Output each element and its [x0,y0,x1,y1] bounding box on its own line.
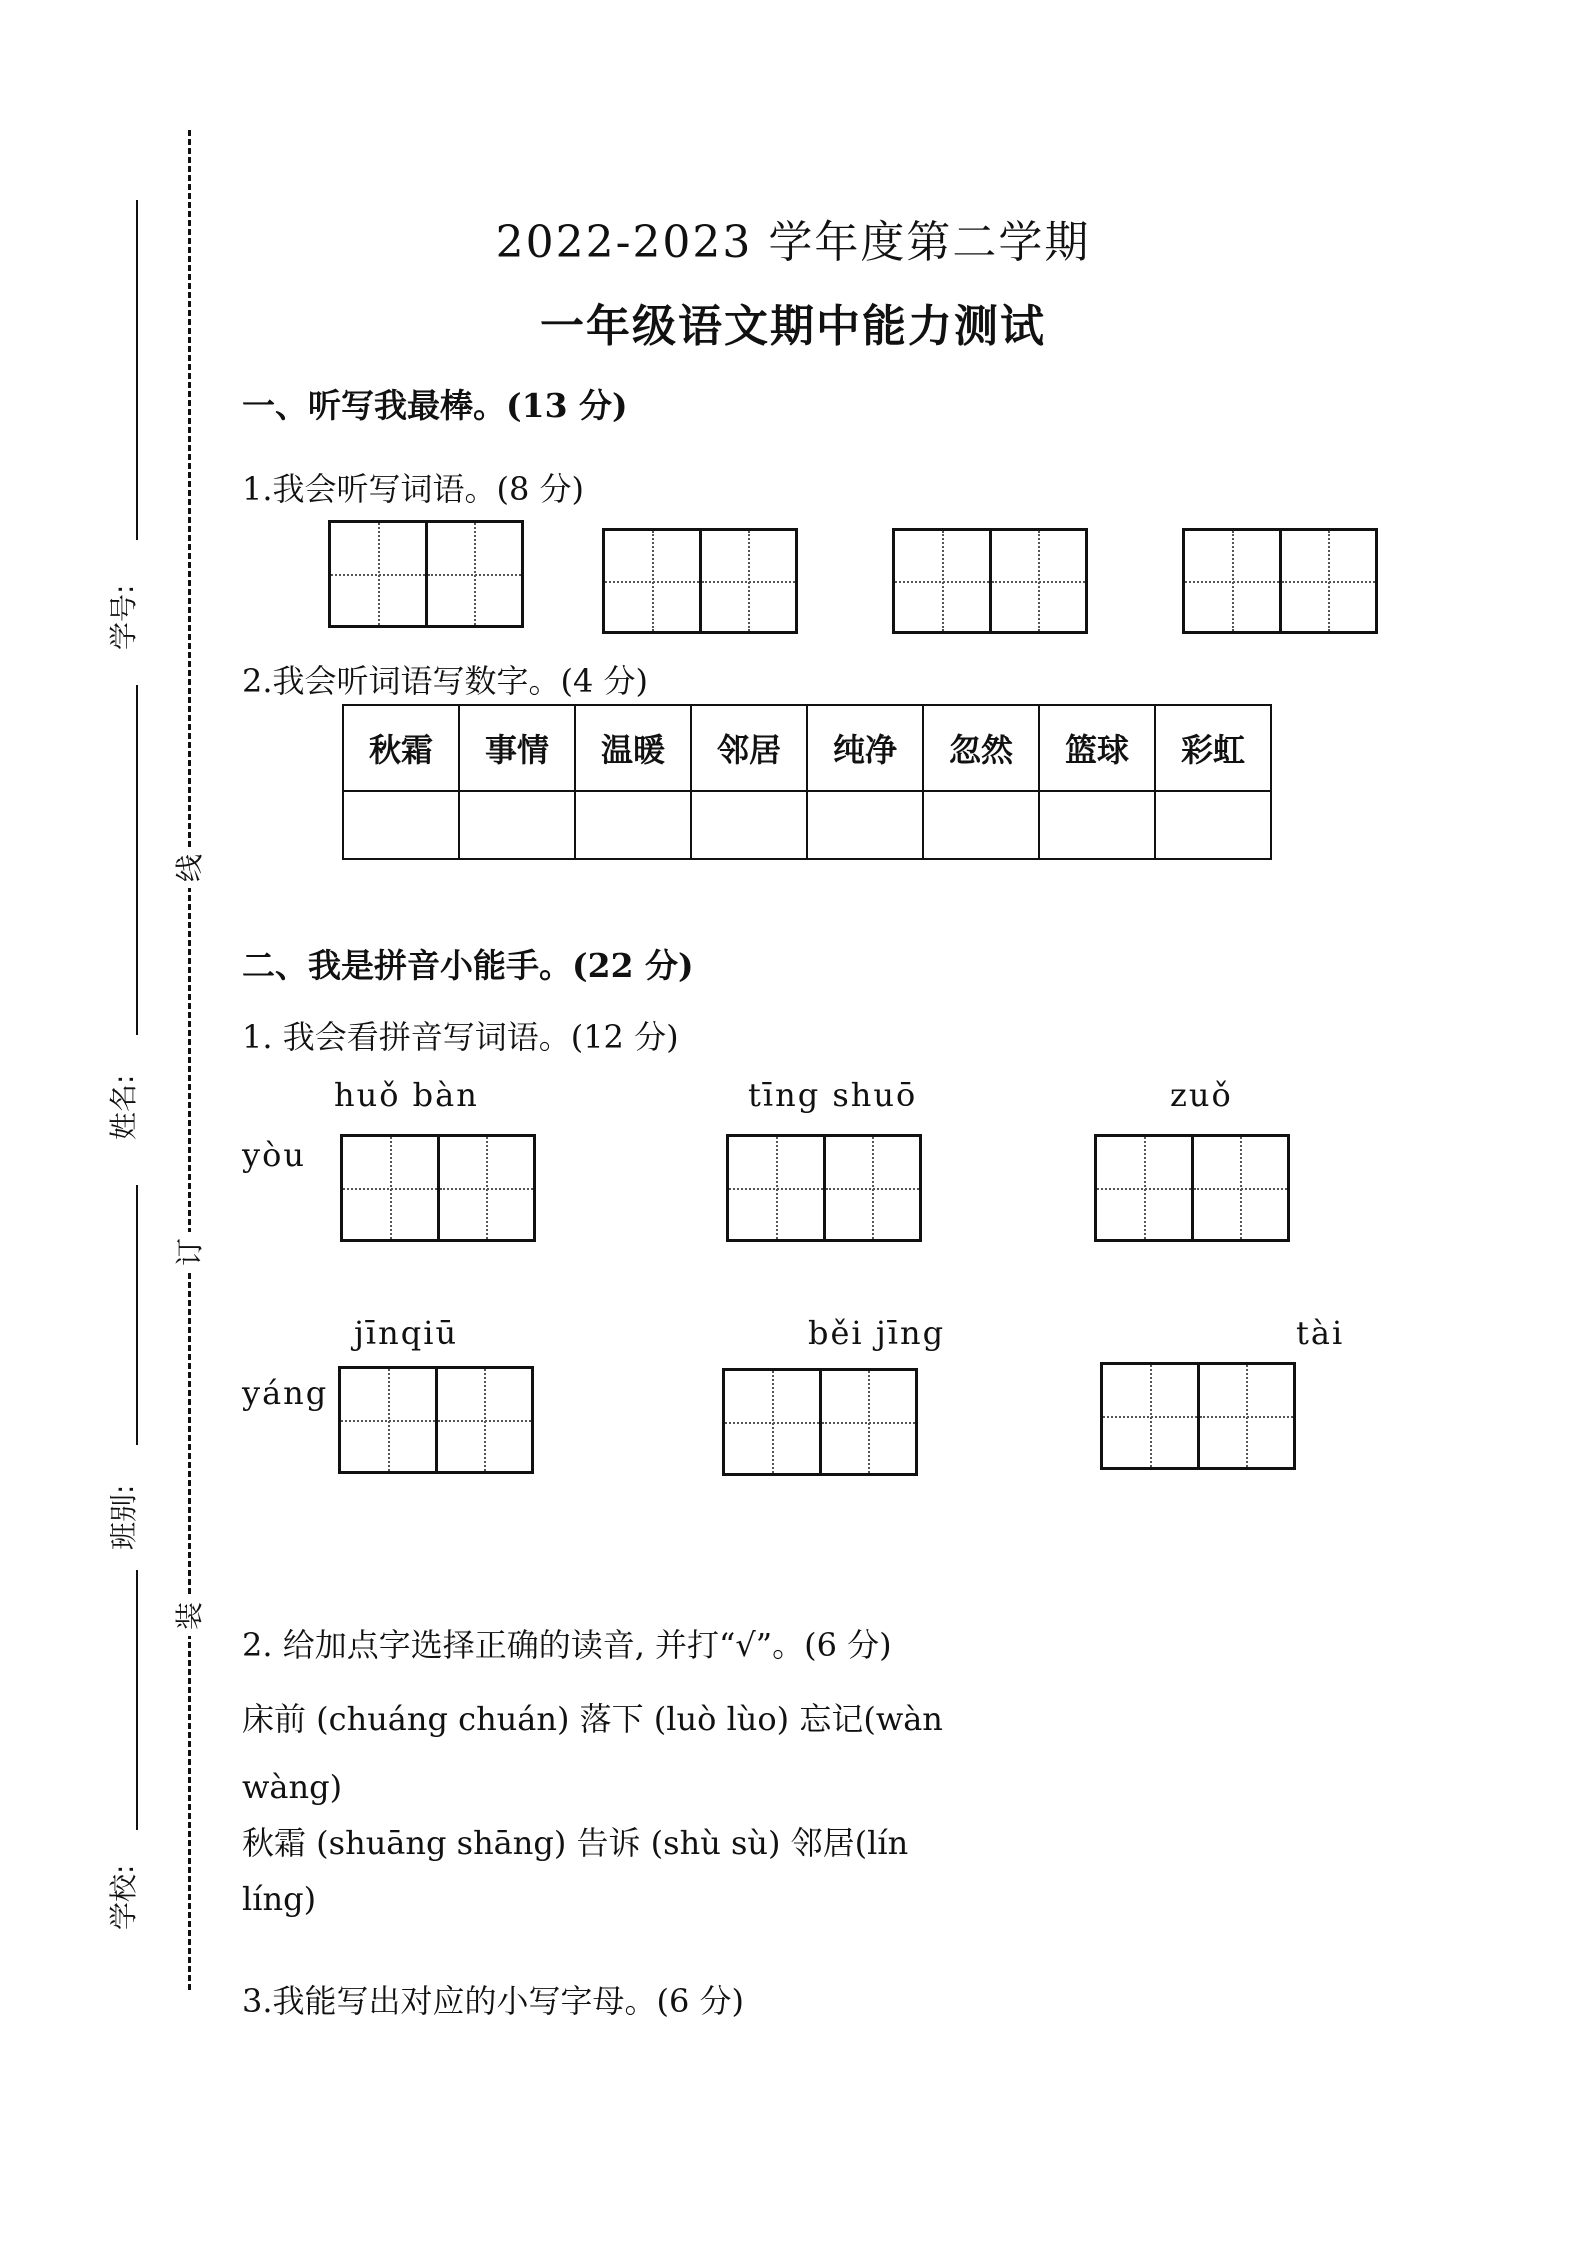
grid-cell[interactable] [725,1371,819,1473]
reading-choice-line-3: 秋霜 (shuāng shāng) 告诉 (shù sù) 邻居(lín [242,1824,909,1862]
word-cell: 彩虹 [1155,705,1271,791]
pinyin-top-3: zuǒ [1170,1076,1233,1114]
pinyin-box-3[interactable] [1094,1134,1290,1242]
grid-cell[interactable] [823,1137,920,1239]
binding-mark-bind: 装 [168,1596,208,1636]
section2-q1: 1. 我会看拼音写词语。(12 分) [242,1018,679,1056]
number-answer-cell[interactable] [575,791,691,859]
grid-cell[interactable] [1103,1365,1197,1467]
word-cell: 秋霜 [343,705,459,791]
pinyin-box-4[interactable] [338,1366,534,1474]
section2-q2: 2. 给加点字选择正确的读音, 并打“√”。(6 分) [242,1626,892,1664]
school-label: 学校: [107,1864,140,1930]
grid-cell[interactable] [437,1137,534,1239]
word-cell: 邻居 [691,705,807,791]
number-answer-cell[interactable] [923,791,1039,859]
grid-cell[interactable] [435,1369,532,1471]
pinyin-box-2[interactable] [726,1134,922,1242]
word-cell: 纯净 [807,705,923,791]
grid-cell[interactable] [699,531,796,631]
margin-line-3 [136,1185,138,1445]
student-id-label: 学号: [107,584,140,650]
grid-cell[interactable] [989,531,1086,631]
grid-cell[interactable] [1185,531,1279,631]
page-subtitle: 一年级语文期中能力测试 [540,301,1046,352]
grid-cell[interactable] [1197,1365,1294,1467]
number-answer-cell[interactable] [1039,791,1155,859]
section1-q1: 1.我会听写词语。(8 分) [242,470,585,508]
grid-cell[interactable] [819,1371,916,1473]
number-answer-cell[interactable] [1155,791,1271,859]
grid-cell[interactable] [1279,531,1376,631]
word-number-table [342,704,1272,860]
pinyin-box-5[interactable] [722,1368,918,1476]
grid-cell[interactable] [1097,1137,1191,1239]
reading-choice-line-2: wàng) [242,1768,343,1806]
grid-cell[interactable] [605,531,699,631]
pinyin-box-6[interactable] [1100,1362,1296,1470]
page-title: 2022-2023 学年度第二学期 [495,217,1091,268]
grid-cell[interactable] [331,523,425,625]
dictation-box-3[interactable] [892,528,1088,634]
binding-dashed-line [188,130,191,1990]
number-answer-cell[interactable] [807,791,923,859]
pinyin-top-6: tài [1296,1314,1345,1352]
section2-q3: 3.我能写出对应的小写字母。(6 分) [242,1982,745,2020]
grid-cell[interactable] [341,1369,435,1471]
dictation-box-1[interactable] [328,520,524,628]
number-answer-cell[interactable] [691,791,807,859]
pinyin-top-5: běi jīng [808,1314,946,1352]
dictation-box-2[interactable] [602,528,798,634]
word-cell: 温暖 [575,705,691,791]
grid-cell[interactable] [425,523,522,625]
reading-choice-line-4: líng) [242,1880,317,1918]
word-cell: 篮球 [1039,705,1155,791]
reading-choice-line-1: 床前 (chuáng chuán) 落下 (luò lùo) 忘记(wàn [242,1700,943,1738]
section1-heading: 一、听写我最棒。(13 分) [242,386,628,425]
number-answer-cell[interactable] [343,791,459,859]
binding-mark-line: 线 [168,848,208,888]
pinyin-box-1[interactable] [340,1134,536,1242]
number-answer-cell[interactable] [459,791,575,859]
pinyin-side-1: yòu [242,1136,306,1174]
pinyin-top-1: huǒ bàn [334,1076,479,1114]
word-cell: 忽然 [923,705,1039,791]
grid-cell[interactable] [1191,1137,1288,1239]
pinyin-side-4: yáng [242,1374,329,1412]
margin-line-2 [136,685,138,1035]
pinyin-top-4: jīnqiū [354,1314,459,1352]
margin-line-4 [136,1570,138,1830]
grid-cell[interactable] [729,1137,823,1239]
section2-heading: 二、我是拼音小能手。(22 分) [242,946,694,985]
section1-q2: 2.我会听词语写数字。(4 分) [242,662,649,700]
class-label: 班别: [107,1484,140,1550]
grid-cell[interactable] [895,531,989,631]
dictation-box-4[interactable] [1182,528,1378,634]
binding-mark-fix: 订 [168,1232,208,1272]
word-cell: 事情 [459,705,575,791]
grid-cell[interactable] [343,1137,437,1239]
name-label: 姓名: [107,1074,140,1140]
pinyin-top-2: tīng shuō [748,1076,918,1114]
